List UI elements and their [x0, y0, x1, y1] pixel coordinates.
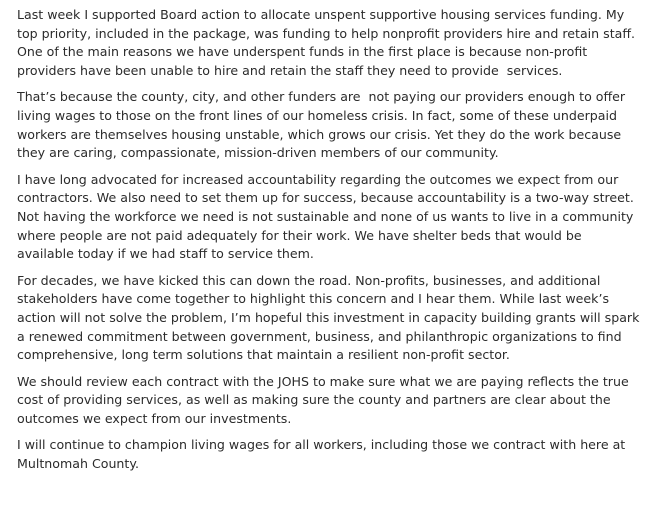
- paragraph-5: We should review each contract with the JOHS to make sure what we are paying reflects the true cost of providing services, as well as making sure the county and partners are clear about the outcomes we expect from our investments.: [17, 373, 633, 426]
- paragraph-6: I will continue to champion living wages for all workers, including those we contract with here at Multnomah County.: [17, 437, 630, 472]
- paragraph-2: That’s because the county, city, and other funders are not paying our providers enough to offer living wages to those on the front lines of our homeless crisis. In fact, some of these underpaid workers are themselves housing unstable, which grows our crisis. Yet they do the work because they are caring, compassionate, mission-driven members of our community.: [17, 89, 630, 161]
- paragraph-1: Last week I supported Board action to allocate unspent supportive housing services funding. My top priority, included in the package, was funding to help nonprofit providers hire and retain staff. One of the main reasons we have underspent funds in the first place is because non-profit providers have been unable to hire and retain the staff they need to provide services.: [17, 7, 640, 78]
- paragraph-3: I have long advocated for increased accountability regarding the outcomes we expect from our contractors. We also need to set them up for success, because accountability is a two-way street. Not having the workforce we need is not sustainable and none of us wants to live in a community where people are not paid adequately for their work. We have shelter beds that would be available today if we had staff to service them.: [17, 171, 638, 262]
- paragraph-4: For decades, we have kicked this can down the road. Non-profits, businesses, and additional stakeholders have come together to highlight this concern and I hear them. While last week’s action will not solve the problem, I’m hopeful this investment in capacity building grants will spark a renewed commitment between government, business, and philanthropic organizations to find comprehensive, long term solutions that maintain a resilient non-profit sector.: [17, 272, 644, 363]
